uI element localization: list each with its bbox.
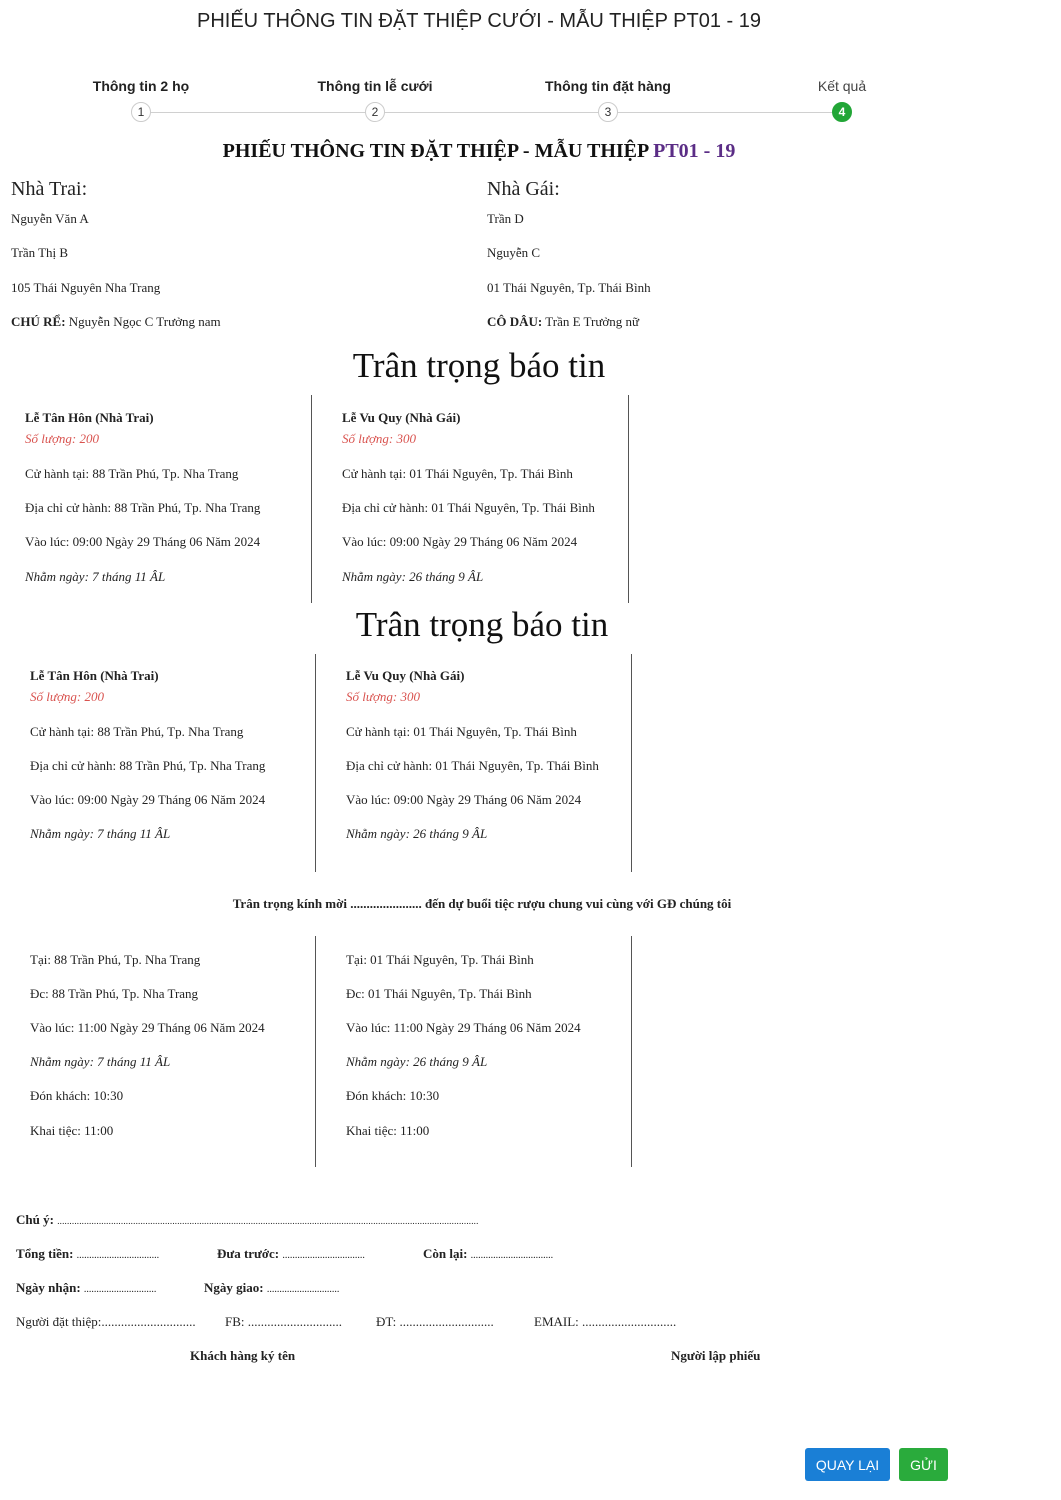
- groom-venue: Cử hành tại: 88 Trần Phú, Tp. Nha Trang: [25, 466, 239, 481]
- groom-quantity: Số lượng: 200: [25, 431, 99, 446]
- groom-family-heading: Nhà Trai:: [11, 178, 88, 200]
- template-code: PT01 - 19: [653, 140, 736, 162]
- announce-heading: Trân trọng báo tin: [352, 346, 606, 385]
- step-label-result[interactable]: Kết quả: [817, 78, 867, 94]
- step-connector: [384, 112, 599, 113]
- bride-venue: Cử hành tại: 01 Thái Nguyên, Tp. Thái Bình: [342, 466, 573, 481]
- bride-ceremony-title: Lễ Vu Quy (Nhà Gái): [342, 410, 461, 425]
- groom-party-time: Vào lúc: 11:00 Ngày 29 Tháng 06 Năm 2024: [30, 1020, 265, 1035]
- bride-venue: Cử hành tại: 01 Thái Nguyên, Tp. Thái Bình: [346, 724, 577, 739]
- bride-venue-address: Địa chỉ cử hành: 01 Thái Nguyên, Tp. Thái Bình: [342, 500, 595, 515]
- bride-address: 01 Thái Nguyên, Tp. Thái Bình: [487, 280, 651, 295]
- groom-party-lunar: Nhằm ngày: 7 tháng 11 ÂL: [30, 1054, 171, 1069]
- step-label-order[interactable]: Thông tin đặt hàng: [545, 78, 671, 94]
- groom-line: CHÚ RỂ: Nguyễn Ngọc C Trưởng nam: [11, 314, 221, 329]
- bride-line: CÔ DÂU: Trần E Trưởng nữ: [487, 314, 640, 329]
- bride-party-lunar: Nhằm ngày: 26 tháng 9 ÂL: [346, 1054, 488, 1069]
- bride-venue-address: Địa chỉ cử hành: 01 Thái Nguyên, Tp. Thái Bình: [346, 758, 599, 773]
- bride-lunar-date: Nhằm ngày: 26 tháng 9 ÂL: [346, 826, 488, 841]
- bride-party-venue: Tại: 01 Thái Nguyên, Tp. Thái Bình: [346, 952, 534, 967]
- note-row: Chú ý: ............................................................................................................................................................................: [16, 1212, 479, 1227]
- bride-party-address: Đc: 01 Thái Nguyên, Tp. Thái Bình: [346, 986, 532, 1001]
- fb-field: FB: .............................: [225, 1314, 343, 1329]
- groom-lunar-date: Nhằm ngày: 7 tháng 11 ÂL: [25, 569, 166, 584]
- groom-lunar-date: Nhằm ngày: 7 tháng 11 ÂL: [30, 826, 171, 841]
- groom-quantity: Số lượng: 200: [30, 689, 104, 704]
- step-circle-3[interactable]: 3: [598, 102, 618, 122]
- bride-party-start: Khai tiệc: 11:00: [346, 1123, 430, 1138]
- customer-signature-label: Khách hàng ký tên: [190, 1348, 296, 1363]
- bride-lunar-date: Nhằm ngày: 26 tháng 9 ÂL: [342, 569, 484, 584]
- groom-ceremony-title: Lễ Tân Hôn (Nhà Trai): [30, 668, 159, 683]
- back-button[interactable]: QUAY LẠI: [805, 1448, 890, 1481]
- page-title: PHIẾU THÔNG TIN ĐẶT THIỆP CƯỚI - MẪU THIỆP PT01 - 19: [197, 10, 761, 32]
- groom-party-welcome: Đón khách: 10:30: [30, 1088, 124, 1103]
- groom-party-start: Khai tiệc: 11:00: [30, 1123, 114, 1138]
- bride-mother: Nguyễn C: [487, 245, 541, 260]
- bride-quantity: Số lượng: 300: [346, 689, 420, 704]
- groom-venue-address: Địa chỉ cử hành: 88 Trần Phú, Tp. Nha Trang: [30, 758, 266, 773]
- divider: [631, 654, 632, 872]
- deposit-row: Đưa trước: .................................: [217, 1246, 365, 1261]
- remain-row: Còn lại: .................................: [423, 1246, 554, 1261]
- announce-heading: Trân trọng báo tin: [355, 605, 609, 644]
- groom-party-address: Đc: 88 Trần Phú, Tp. Nha Trang: [30, 986, 199, 1001]
- bride-party-welcome: Đón khách: 10:30: [346, 1088, 440, 1103]
- bride-ceremony-title: Lễ Vu Quy (Nhà Gái): [346, 668, 465, 683]
- bride-time: Vào lúc: 09:00 Ngày 29 Tháng 06 Năm 2024: [342, 534, 578, 549]
- divider: [315, 936, 316, 1167]
- divider: [315, 654, 316, 872]
- step-connector: [150, 112, 366, 113]
- groom-address: 105 Thái Nguyên Nha Trang: [11, 280, 161, 295]
- groom-venue-address: Địa chỉ cử hành: 88 Trần Phú, Tp. Nha Trang: [25, 500, 261, 515]
- step-label-ceremony[interactable]: Thông tin lễ cưới: [317, 78, 433, 94]
- divider: [311, 395, 312, 603]
- bride-quantity: Số lượng: 300: [342, 431, 416, 446]
- bride-family-heading: Nhà Gái:: [487, 178, 560, 200]
- groom-mother: Trần Thị B: [11, 245, 69, 260]
- groom-father: Nguyễn Văn A: [11, 211, 89, 226]
- step-circle-1[interactable]: 1: [131, 102, 151, 122]
- phone-field: ĐT: .............................: [376, 1314, 494, 1329]
- email-field: EMAIL: .............................: [534, 1314, 677, 1329]
- bride-time: Vào lúc: 09:00 Ngày 29 Tháng 06 Năm 2024: [346, 792, 582, 807]
- orderer-field: Người đặt thiệp:.............................: [16, 1314, 196, 1329]
- step-connector: [617, 112, 833, 113]
- groom-time: Vào lúc: 09:00 Ngày 29 Tháng 06 Năm 2024: [25, 534, 261, 549]
- received-date-row: Ngày nhận: .............................: [16, 1280, 157, 1295]
- groom-party-venue: Tại: 88 Trần Phú, Tp. Nha Trang: [30, 952, 201, 967]
- groom-ceremony-title: Lễ Tân Hôn (Nhà Trai): [25, 410, 154, 425]
- groom-venue: Cử hành tại: 88 Trần Phú, Tp. Nha Trang: [30, 724, 244, 739]
- bride-father: Trần D: [487, 211, 524, 226]
- divider: [628, 395, 629, 603]
- total-row: Tổng tiền: .................................: [16, 1246, 160, 1261]
- creator-signature-label: Người lập phiếu: [671, 1348, 761, 1363]
- bride-party-time: Vào lúc: 11:00 Ngày 29 Tháng 06 Năm 2024: [346, 1020, 581, 1035]
- divider: [631, 936, 632, 1167]
- invite-line: Trân trọng kính mời ...................... đến dự buổi tiệc rượu chung vui cùng với GĐ chúng tôi: [232, 896, 732, 911]
- groom-time: Vào lúc: 09:00 Ngày 29 Tháng 06 Năm 2024: [30, 792, 266, 807]
- step-label-family[interactable]: Thông tin 2 họ: [92, 78, 190, 94]
- step-circle-4[interactable]: 4: [832, 102, 852, 122]
- form-title: PHIẾU THÔNG TIN ĐẶT THIỆP - MẪU THIỆP PT01 - 19: [222, 140, 736, 162]
- step-circle-2[interactable]: 2: [365, 102, 385, 122]
- submit-button[interactable]: GỬI: [899, 1448, 948, 1481]
- delivery-date-row: Ngày giao: .............................: [204, 1280, 340, 1295]
